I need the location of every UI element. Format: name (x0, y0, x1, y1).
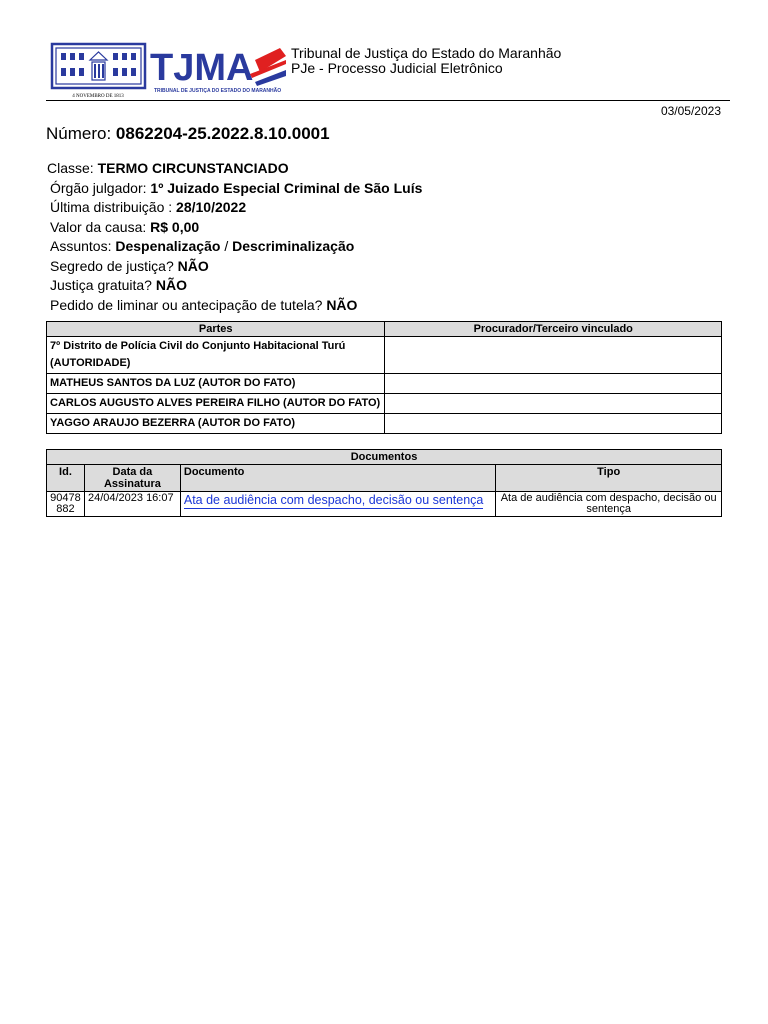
party-row (47, 374, 722, 394)
orgao-value: 1º Juizado Especial Criminal de São Luís (150, 179, 423, 196)
assuntos-separator: / (220, 238, 233, 254)
parties-table (46, 321, 722, 434)
doc-header-documento: Documento (180, 465, 495, 492)
tjma-logo (50, 42, 288, 100)
segredo-row (47, 257, 422, 277)
gratuita-label: Justiça gratuita? (50, 277, 152, 293)
party-procurador (385, 374, 722, 394)
documents-table (46, 449, 722, 517)
doc-id: 90478882 (47, 492, 85, 517)
distribuicao-label: Última distribuição : (50, 199, 173, 215)
liminar-value: NÃO (326, 296, 358, 313)
liminar-row (47, 296, 422, 316)
documents-title: Documentos (47, 450, 722, 465)
party-procurador (385, 394, 722, 414)
assuntos-label: Assuntos: (50, 238, 112, 254)
valor-row (47, 218, 422, 238)
assuntos-value-2: Descriminalização (232, 238, 355, 254)
liminar-label: Pedido de liminar ou antecipação de tutela? (50, 296, 323, 313)
logo-wordmark: TJMA (150, 47, 254, 89)
court-header (291, 46, 561, 76)
party-name: YAGGO ARAUJO BEZERRA (AUTOR DO FATO) (47, 414, 385, 434)
gratuita-value: NÃO (155, 277, 187, 293)
parties-header-row (47, 322, 722, 337)
doc-header-date: Data da Assinatura (84, 465, 180, 492)
print-date: 03/05/2023 (660, 104, 721, 118)
valor-label: Valor da causa: (50, 218, 147, 235)
documents-header-row (47, 465, 722, 492)
header-divider (46, 100, 730, 101)
document-link[interactable]: Ata de audiência com despacho, decisão ou sentença (183, 493, 484, 507)
orgao-row (47, 179, 422, 199)
doc-tipo: Ata de audiência com despacho, decisão ou sentença (496, 492, 722, 517)
valor-value: R$ 0,00 (150, 218, 200, 235)
logo-foundation-text: 4 NOVEMBRO DE 1813 (72, 94, 124, 99)
document-row (47, 492, 722, 517)
doc-date: 24/04/2023 16:07 (84, 492, 180, 517)
assuntos-row (47, 237, 422, 257)
party-row (47, 337, 722, 374)
classe-row (47, 159, 422, 179)
party-row (47, 414, 722, 434)
party-procurador (385, 337, 722, 374)
documents-title-row (47, 450, 722, 465)
distribuicao-value: 28/10/2022 (176, 199, 247, 215)
court-name: Tribunal de Justiça do Estado do Maranhão (291, 45, 562, 61)
numero-value: 0862204-25.2022.8.10.0001 (115, 124, 330, 143)
party-name: CARLOS AUGUSTO ALVES PEREIRA FILHO (AUTOR DO FATO) (47, 394, 385, 414)
doc-documento-cell (180, 492, 495, 517)
classe-label: Classe: (47, 160, 94, 176)
segredo-label: Segredo de justiça? (50, 257, 174, 274)
distribuicao-row (47, 198, 422, 218)
party-name: 7º Distrito de Polícia Civil do Conjunto Habitacional Turú (AUTORIDADE) (47, 337, 385, 374)
classe-value: TERMO CIRCUNSTANCIADO (97, 160, 289, 176)
party-row (47, 394, 722, 414)
party-name: MATHEUS SANTOS DA LUZ (AUTOR DO FATO) (47, 374, 385, 394)
tjma-logo-graphic (50, 42, 288, 100)
system-name: PJe - Processo Judicial Eletrônico (291, 60, 503, 76)
doc-header-tipo: Tipo (496, 465, 722, 492)
numero-label: Número: (46, 124, 112, 143)
segredo-value: NÃO (177, 257, 209, 274)
orgao-label: Órgão julgador: (50, 179, 147, 196)
assuntos-value-1: Despenalização (115, 238, 221, 254)
party-procurador (385, 414, 722, 434)
process-number (46, 124, 330, 144)
doc-header-id: Id. (47, 465, 85, 492)
parties-header-partes: Partes (47, 322, 385, 337)
logo-caption: TRIBUNAL DE JUSTIÇA DO ESTADO DO MARANHÃO (154, 88, 282, 94)
process-details (47, 159, 422, 315)
parties-header-procurador: Procurador/Terceiro vinculado (385, 322, 722, 337)
gratuita-row (47, 276, 422, 296)
